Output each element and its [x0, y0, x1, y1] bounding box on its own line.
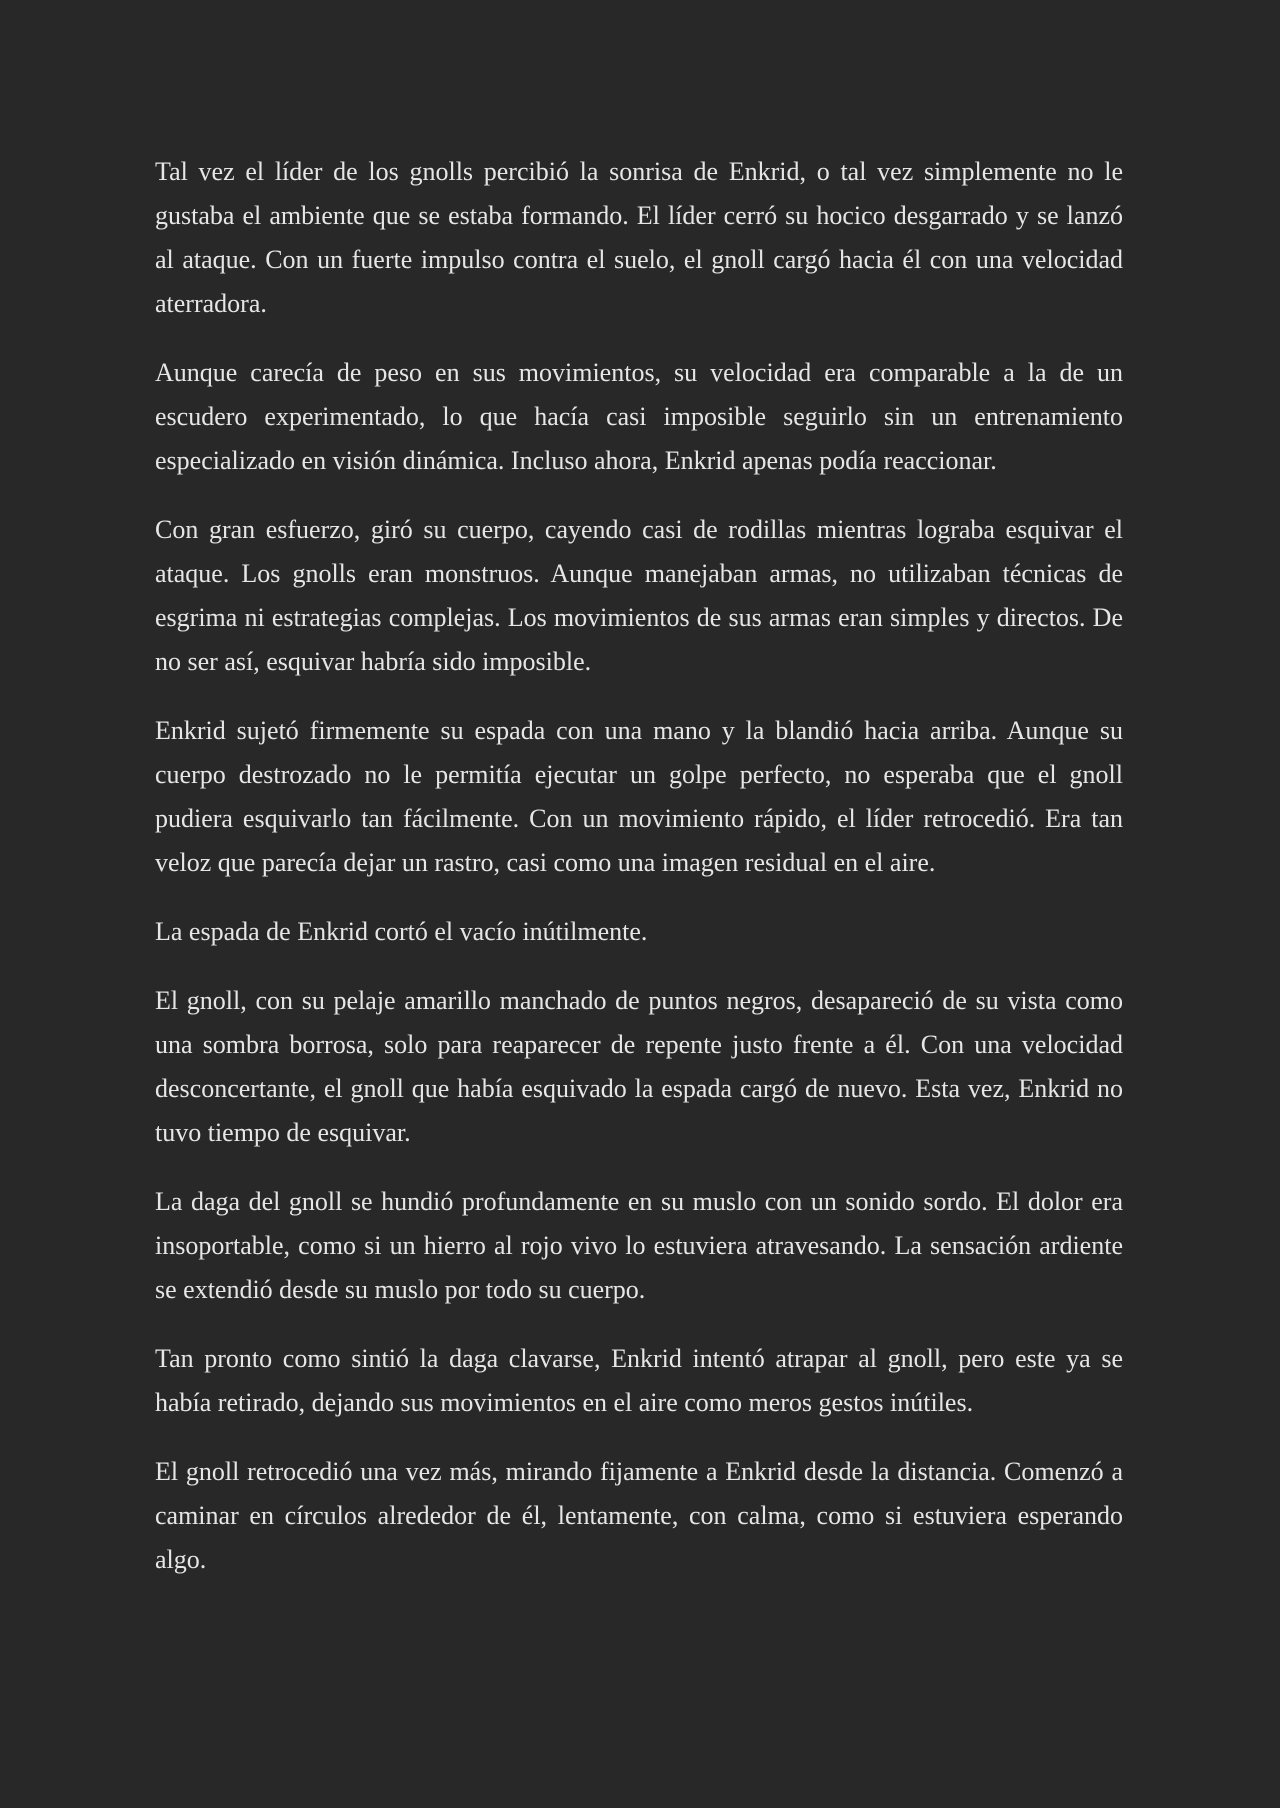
- paragraph-7: La daga del gnoll se hundió profundamente en su muslo con un sonido sordo. El dolor era insoportable, como si un hierro al rojo vivo lo estuviera atravesando. La sensación ardiente se extendió desde su muslo por todo su cuerpo.: [155, 1187, 1123, 1304]
- chapter-text: [155, 150, 1123, 1607]
- paragraph-1: Tal vez el líder de los gnolls percibió la sonrisa de Enkrid, o tal vez simplemente no le gustaba el ambiente que se estaba formando. El líder cerró su hocico desgarrado y se lanzó al ataque. Con un fuerte impulso contra el suelo, el gnoll cargó hacia él con una velocidad aterradora.: [155, 157, 1123, 318]
- paragraph-5: La espada de Enkrid cortó el vacío inútilmente.: [155, 917, 648, 946]
- paragraph-2: Aunque carecía de peso en sus movimientos, su velocidad era comparable a la de un escudero experimentado, lo que hacía casi imposible seguirlo sin un entrenamiento especializado en visión dinámica. Incluso ahora, Enkrid apenas podía reaccionar.: [155, 358, 1123, 475]
- paragraph-9: El gnoll retrocedió una vez más, mirando fijamente a Enkrid desde la distancia. Comenzó a caminar en círculos alrededor de él, lentamente, con calma, como si estuviera esperando algo.: [155, 1457, 1123, 1574]
- paragraph-4: Enkrid sujetó firmemente su espada con una mano y la blandió hacia arriba. Aunque su cuerpo destrozado no le permitía ejecutar un golpe perfecto, no esperaba que el gnoll pudiera esquivarlo tan fácilmente. Con un movimiento rápido, el líder retrocedió. Era tan veloz que parecía dejar un rastro, casi como una imagen residual en el aire.: [155, 716, 1123, 877]
- paragraph-3: Con gran esfuerzo, giró su cuerpo, cayendo casi de rodillas mientras lograba esquivar el ataque. Los gnolls eran monstruos. Aunque manejaban armas, no utilizaban técnicas de esgrima ni estrategias complejas. Los movimientos de sus armas eran simples y directos. De no ser así, esquivar habría sido imposible.: [155, 515, 1123, 676]
- paragraph-6: El gnoll, con su pelaje amarillo manchado de puntos negros, desapareció de su vista como una sombra borrosa, solo para reaparecer de repente justo frente a él. Con una velocidad desconcertante, el gnoll que había esquivado la espada cargó de nuevo. Esta vez, Enkrid no tuvo tiempo de esquivar.: [155, 986, 1123, 1147]
- paragraph-8: Tan pronto como sintió la daga clavarse, Enkrid intentó atrapar al gnoll, pero este ya se había retirado, dejando sus movimientos en el aire como meros gestos inútiles.: [155, 1344, 1123, 1417]
